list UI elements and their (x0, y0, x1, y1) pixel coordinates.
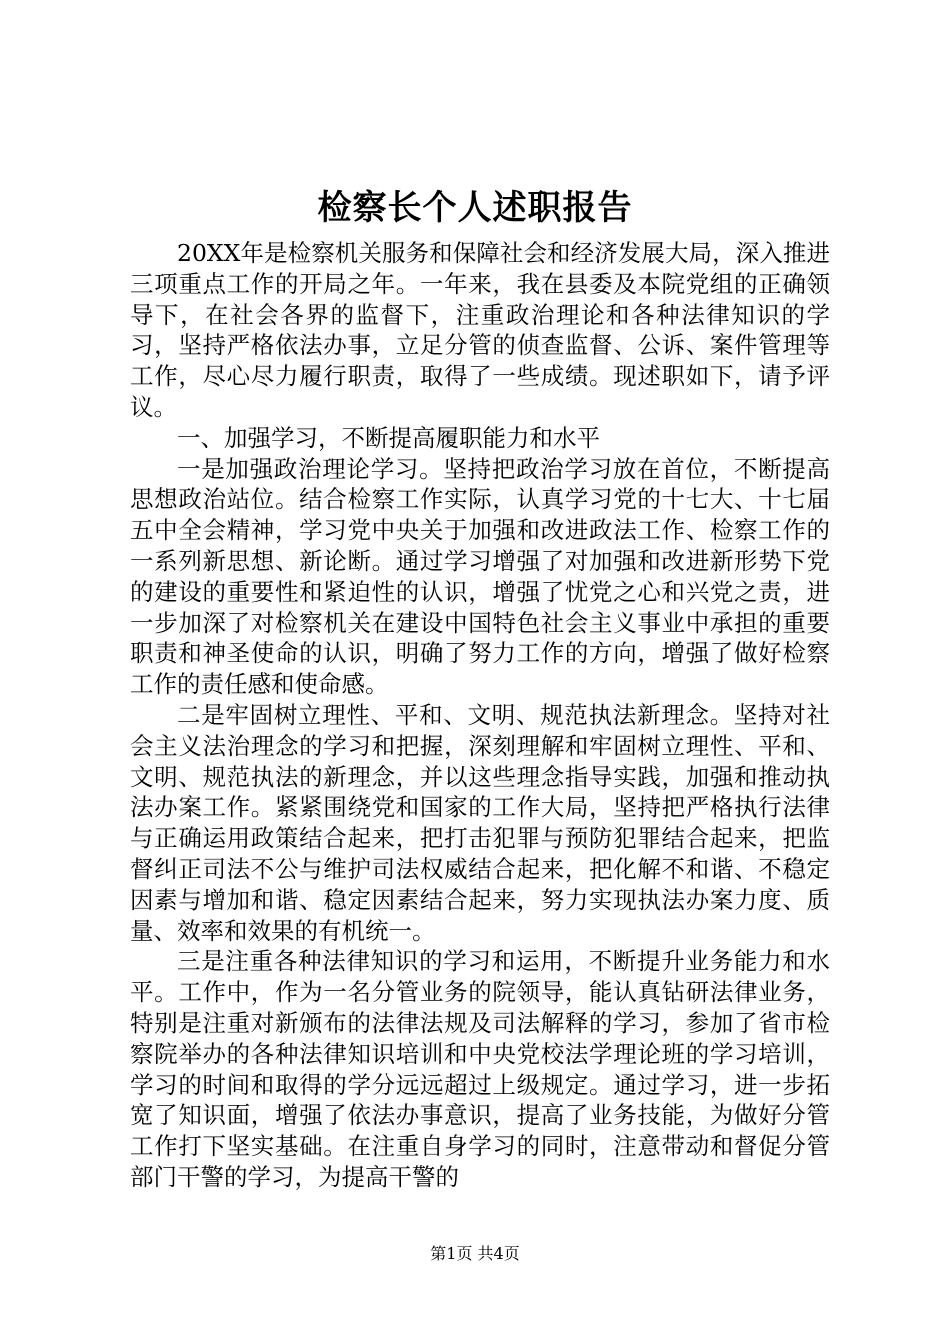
page-footer: 第1页 共4页 (430, 1244, 520, 1263)
body-paragraph: 二是牢固树立理性、平和、文明、规范执法新理念。坚持对社会主义法治理念的学习和把握，深刻理解和牢固树立理性、平和、文明、规范执法的新理念，并以这些理念指导实践，加强和推动执法办案工作。紧紧围绕党和国家的工作大局，坚持把严格执行法律与正确运用政策结合起来，把打击犯罪与预防犯罪结合起来，把监督纠正司法不公与维护司法权威结合起来，把化解不和谐、不稳定因素与增加和谐、稳定因素结合起来，努力实现执法办案力度、质量、效率和效果的有机统一。 (130, 700, 830, 945)
body-paragraph: 三是注重各种法律知识的学习和运用，不断提升业务能力和水平。工作中，作为一名分管业务的院领导，能认真钻研法律业务，特别是注重对新颁布的法律法规及司法解释的学习，参加了省市检察院举办的各种法律知识培训和中央党校法学理论班的学习培训，学习的时间和取得的学分远远超过上级规定。通过学习，进一步拓宽了知识面，增强了依法办事意识，提高了业务技能，为做好分管工作打下坚实基础。在注重自身学习的同时，注意带动和督促分管部门干警的学习，为提高干警的 (130, 947, 830, 1191)
section-heading: 一、加强学习，不断提高履职能力和水平 (177, 423, 600, 452)
page-title: 检察长个人述职报告 (317, 188, 633, 228)
document-body (130, 238, 830, 1193)
body-paragraph: 一是加强政治理论学习。坚持把政治学习放在首位，不断提高思想政治站位。结合检察工作实际，认真学习党的十七大、十七届五中全会精神，学习党中央关于加强和改进政法工作、检察工作的一系列新思想、新论断。通过学习增强了对加强和改进新形势下党的建设的重要性和紧迫性的认识，增强了忧党之心和兴党之责，进一步加深了对检察机关在建设中国特色社会主义事业中承担的重要职责和神圣使命的认识，明确了努力工作的方向，增强了做好检察工作的责任感和使命感。 (130, 454, 830, 699)
intro-paragraph: 20XX年是检察机关服务和保障社会和经济发展大局，深入推进三项重点工作的开局之年。一年来，我在县委及本院党组的正确领导下，在社会各界的监督下，注重政治理论和各种法律知识的学习，坚持严格依法办事，立足分管的侦查监督、公诉、案件管理等工作，尽心尽力履行职责，取得了一些成绩。现述职如下，请予评议。 (130, 239, 830, 421)
